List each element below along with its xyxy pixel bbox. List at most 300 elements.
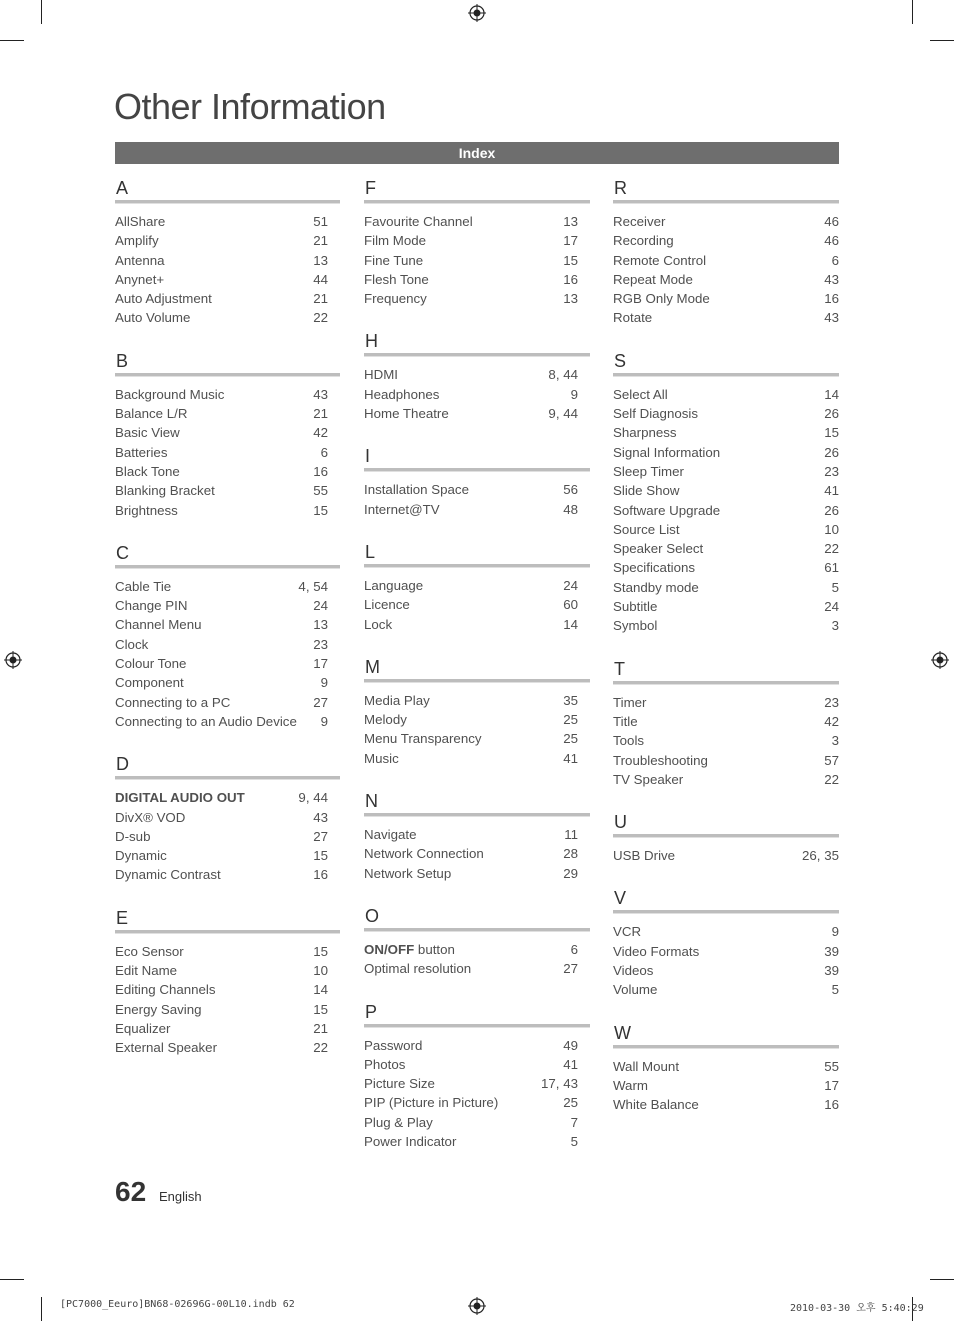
index-term: Colour Tone	[115, 656, 187, 672]
index-page-ref: 16	[563, 271, 578, 287]
index-term: Channel Menu	[115, 617, 202, 633]
index-term: Background Music	[115, 386, 225, 402]
index-page-ref: 16	[313, 463, 328, 479]
index-term: Recording	[613, 233, 674, 249]
index-entry	[613, 404, 839, 423]
index-page-ref: 13	[563, 291, 578, 307]
index-entry	[364, 959, 578, 978]
index-term: Photos	[364, 1056, 406, 1072]
index-term: HDMI	[364, 367, 398, 383]
index-term: Headphones	[364, 386, 440, 402]
section-divider	[364, 813, 590, 817]
index-page-ref: 27	[313, 694, 328, 710]
index-page-ref: 49	[563, 1037, 578, 1053]
index-entry	[613, 385, 839, 404]
section-letter: M	[365, 656, 380, 677]
index-term: DivX® VOD	[115, 809, 186, 825]
section-divider	[115, 565, 340, 569]
index-term: External Speaker	[115, 1040, 217, 1056]
index-page-ref: 44	[313, 271, 328, 287]
index-term: Picture Size	[364, 1076, 435, 1092]
index-entry	[115, 481, 328, 500]
index-term: Plug & Play	[364, 1114, 433, 1130]
index-entry	[115, 827, 328, 846]
footer-timestamp: 2010-03-30 오후 5:40:29	[790, 1303, 924, 1314]
index-page-ref: 35	[563, 692, 578, 708]
section-letter: I	[365, 446, 371, 467]
index-entry	[364, 864, 578, 883]
index-entry	[613, 423, 839, 442]
index-term: Video Formats	[613, 943, 700, 959]
index-page-ref: 21	[313, 406, 328, 422]
index-entry	[115, 942, 328, 961]
index-term: Home Theatre	[364, 406, 449, 422]
index-term: Tools	[613, 733, 645, 749]
index-term: Timer	[613, 694, 647, 710]
index-page-ref: 23	[824, 694, 839, 710]
index-term: Film Mode	[364, 233, 427, 249]
index-term: Specifications	[613, 560, 696, 576]
index-section-d	[115, 752, 328, 884]
index-term: AllShare	[115, 214, 166, 229]
index-term: Source List	[613, 521, 680, 537]
index-heading: Index	[115, 142, 839, 164]
index-entry	[115, 231, 328, 250]
index-page-ref: 5	[831, 579, 839, 595]
crop-mark	[912, 0, 913, 24]
section-divider	[364, 468, 590, 472]
index-term: Music	[364, 750, 399, 766]
index-page-ref: 43	[824, 271, 839, 287]
index-page-ref: 14	[824, 386, 839, 402]
index-entry	[115, 270, 328, 289]
section-letter: F	[365, 178, 376, 198]
language-label: English	[159, 1189, 202, 1204]
section-letter: C	[116, 542, 129, 563]
section-divider	[115, 776, 340, 780]
index-page-ref: 9	[320, 675, 328, 691]
index-entry	[364, 1132, 578, 1151]
index-entry	[364, 844, 578, 863]
index-entry	[115, 577, 328, 596]
crop-mark	[0, 40, 24, 41]
index-page-ref: 6	[831, 252, 839, 268]
index-page-ref: 22	[824, 771, 839, 787]
index-page-ref: 27	[313, 828, 328, 844]
index-page-ref: 22	[824, 541, 839, 557]
index-page-ref: 43	[824, 310, 839, 326]
index-term: Internet@TV	[364, 501, 440, 517]
index-entry	[613, 481, 839, 500]
index-page-ref: 43	[313, 809, 328, 825]
index-entry	[364, 231, 578, 250]
index-term: Amplify	[115, 233, 159, 249]
index-entry	[115, 654, 328, 673]
index-term: Energy Saving	[115, 1001, 202, 1017]
index-entry	[613, 578, 839, 597]
section-divider	[613, 834, 839, 838]
index-term: Change PIN	[115, 598, 188, 614]
index-term: Signal Information	[613, 444, 721, 460]
index-entry	[364, 365, 578, 384]
index-entry	[115, 404, 328, 423]
index-column-3	[613, 176, 839, 1136]
index-section-u	[613, 810, 839, 865]
index-term: Slide Show	[613, 483, 680, 499]
index-page-ref: 11	[564, 827, 578, 843]
index-page-ref: 10	[824, 521, 839, 537]
index-term: Software Upgrade	[613, 502, 721, 518]
index-page-ref: 7	[570, 1114, 578, 1130]
index-section-s	[613, 349, 839, 636]
section-divider	[364, 928, 590, 932]
index-page-ref: 21	[313, 291, 328, 307]
index-term: Flesh Tone	[364, 271, 429, 287]
index-entry	[613, 212, 839, 231]
index-term: D-sub	[115, 828, 151, 844]
index-page-ref: 41	[563, 750, 578, 766]
index-term: Navigate	[364, 827, 417, 843]
index-term: Wall Mount	[613, 1058, 680, 1074]
index-page-ref: 9	[570, 386, 578, 402]
index-entry	[115, 212, 328, 231]
index-entry	[115, 1038, 328, 1057]
index-page-ref: 9	[831, 924, 839, 940]
index-entry	[364, 480, 578, 499]
index-entry	[613, 231, 839, 250]
section-divider	[613, 1045, 839, 1049]
index-entry	[115, 865, 328, 884]
index-term: Cable Tie	[115, 578, 172, 594]
index-entry	[115, 635, 328, 654]
crop-mark	[930, 40, 954, 41]
index-page-ref: 48	[563, 501, 578, 517]
index-entry	[364, 710, 578, 729]
index-term: Auto Volume	[115, 310, 191, 326]
index-term: Password	[364, 1037, 423, 1053]
index-page-ref: 39	[824, 963, 839, 979]
section-letter: S	[614, 350, 627, 371]
index-page-ref: 13	[313, 252, 328, 268]
crop-mark	[41, 0, 42, 24]
index-term: Sharpness	[613, 425, 677, 441]
index-term: Title	[613, 713, 638, 729]
index-page-ref: 24	[824, 599, 839, 615]
index-term: Sleep Timer	[613, 463, 684, 479]
index-page-ref: 3	[831, 733, 839, 749]
index-entry	[364, 212, 578, 231]
index-term: Anynet+	[115, 271, 165, 287]
index-term: Licence	[364, 597, 410, 613]
section-divider	[613, 373, 839, 377]
index-term: Connecting to a PC	[115, 694, 231, 710]
index-page-ref: 5	[570, 1134, 578, 1150]
index-page-ref: 61	[824, 560, 839, 576]
index-term: ON/OFF button	[364, 941, 455, 957]
index-section-b	[115, 349, 328, 520]
index-term: Network Setup	[364, 865, 452, 881]
index-page-ref: 16	[824, 291, 839, 307]
index-page-ref: 42	[313, 425, 328, 441]
section-letter: T	[614, 658, 625, 679]
index-entry	[115, 596, 328, 615]
index-page-ref: 3	[831, 618, 839, 634]
index-entry	[364, 1055, 578, 1074]
index-term: Dynamic	[115, 848, 167, 864]
index-page-ref: 26	[824, 502, 839, 518]
index-entry	[364, 576, 578, 595]
section-letter: E	[116, 907, 129, 928]
index-page-ref: 15	[313, 943, 328, 959]
index-page-ref: 25	[563, 712, 578, 728]
index-column-2	[364, 176, 578, 1172]
index-term: PIP (Picture in Picture)	[364, 1095, 499, 1111]
section-letter: V	[614, 888, 627, 909]
index-term: Troubleshooting	[613, 752, 708, 768]
section-letter: P	[365, 1001, 378, 1022]
index-entry	[115, 808, 328, 827]
index-page-ref: 17	[563, 233, 578, 249]
index-page-ref: 21	[313, 1020, 328, 1036]
index-term: Antenna	[115, 252, 165, 268]
index-section-e	[115, 906, 328, 1058]
index-section-n	[364, 789, 578, 883]
index-entry	[613, 751, 839, 770]
index-page-ref: 57	[824, 752, 839, 768]
index-term: TV Speaker	[613, 771, 684, 787]
index-term: Self Diagnosis	[613, 406, 698, 422]
index-page-ref: 9	[320, 713, 328, 729]
index-page-ref: 41	[563, 1056, 578, 1072]
index-entry	[364, 289, 578, 308]
index-entry	[613, 1076, 839, 1095]
index-section-l	[364, 540, 578, 634]
index-term: Balance L/R	[115, 406, 188, 422]
section-divider	[364, 679, 590, 683]
index-entry	[613, 501, 839, 520]
index-page-ref: 22	[313, 1040, 328, 1056]
index-page-ref: 17, 43	[541, 1076, 578, 1092]
section-divider	[364, 1024, 590, 1028]
index-entry	[613, 270, 839, 289]
index-page-ref: 9, 44	[548, 406, 578, 422]
index-term: Blanking Bracket	[115, 483, 215, 499]
index-page-ref: 17	[313, 656, 328, 672]
index-page-ref: 39	[824, 943, 839, 959]
index-entry	[364, 1113, 578, 1132]
section-divider	[613, 681, 839, 685]
section-letter: W	[614, 1022, 631, 1043]
index-term: Component	[115, 675, 184, 691]
index-page-ref: 60	[563, 597, 578, 613]
index-entry	[115, 443, 328, 462]
index-entry	[364, 749, 578, 768]
index-entry	[364, 940, 578, 959]
section-letter: U	[614, 812, 627, 833]
index-entry	[115, 961, 328, 980]
section-divider	[115, 373, 340, 377]
index-entry	[613, 693, 839, 712]
index-term: Warm	[613, 1077, 648, 1093]
index-term: DIGITAL AUDIO OUT	[115, 790, 245, 806]
index-entry	[364, 595, 578, 614]
index-term: Melody	[364, 712, 407, 728]
section-divider	[364, 353, 590, 357]
index-term: Media Play	[364, 692, 430, 708]
page-number: 62	[115, 1176, 147, 1207]
index-page-ref: 4, 54	[298, 578, 328, 594]
index-section-o	[364, 904, 578, 979]
section-letter: A	[116, 178, 129, 198]
index-page-ref: 26	[824, 444, 839, 460]
index-term: Eco Sensor	[115, 943, 184, 959]
index-page-ref: 26	[824, 406, 839, 422]
index-entry	[364, 500, 578, 519]
index-term: Equalizer	[115, 1020, 171, 1036]
crop-mark	[930, 1279, 954, 1280]
section-letter: O	[365, 905, 380, 926]
index-term: Repeat Mode	[613, 271, 693, 287]
index-entry	[364, 1036, 578, 1055]
index-entry	[613, 251, 839, 270]
index-term: Frequency	[364, 291, 427, 307]
index-page-ref: 46	[824, 233, 839, 249]
registration-mark-icon	[931, 651, 949, 669]
section-letter: D	[116, 754, 129, 775]
index-entry	[613, 539, 839, 558]
index-term: Black Tone	[115, 463, 180, 479]
index-term: Favourite Channel	[364, 214, 473, 229]
index-entry	[613, 443, 839, 462]
index-entry	[613, 846, 839, 865]
registration-mark-icon	[4, 651, 22, 669]
index-term: Volume	[613, 982, 658, 998]
index-entry	[613, 462, 839, 481]
index-page-ref: 15	[563, 252, 578, 268]
index-entry	[613, 308, 839, 327]
index-page-ref: 46	[824, 214, 839, 229]
index-term: Clock	[115, 636, 149, 652]
index-page-ref: 15	[313, 1001, 328, 1017]
index-term: Standby mode	[613, 579, 699, 595]
index-entry	[115, 788, 328, 807]
index-page-ref: 56	[563, 482, 578, 498]
index-entry	[364, 1093, 578, 1112]
index-page-ref: 5	[831, 982, 839, 998]
index-entry	[613, 712, 839, 731]
index-section-c	[115, 541, 328, 731]
index-entry	[115, 423, 328, 442]
index-entry	[115, 1000, 328, 1019]
index-page-ref: 24	[563, 577, 578, 593]
section-letter: L	[365, 541, 376, 562]
index-term: Optimal resolution	[364, 961, 472, 977]
index-term: Select All	[613, 386, 668, 402]
index-section-a	[115, 176, 328, 328]
index-page-ref: 43	[313, 386, 328, 402]
index-entry	[613, 616, 839, 635]
index-section-r	[613, 176, 839, 328]
index-section-v	[613, 886, 839, 999]
index-section-t	[613, 657, 839, 789]
section-divider	[364, 564, 590, 568]
index-page-ref: 23	[824, 463, 839, 479]
index-term: Edit Name	[115, 963, 178, 979]
index-term: Power Indicator	[364, 1134, 457, 1150]
index-entry	[364, 729, 578, 748]
index-section-f	[364, 176, 578, 308]
index-page-ref: 41	[824, 483, 839, 499]
index-term: Connecting to an Audio Device	[115, 713, 297, 729]
index-term: Auto Adjustment	[115, 291, 212, 307]
index-entry	[115, 308, 328, 327]
section-divider	[115, 930, 340, 934]
index-entry	[364, 385, 578, 404]
index-section-w	[613, 1021, 839, 1115]
index-page-ref: 26, 35	[802, 848, 839, 864]
index-entry	[115, 980, 328, 999]
index-term: Subtitle	[613, 599, 658, 615]
index-page-ref: 17	[824, 1077, 839, 1093]
index-page-ref: 21	[313, 233, 328, 249]
index-page-ref: 29	[563, 865, 578, 881]
index-entry	[364, 825, 578, 844]
index-term: Dynamic Contrast	[115, 867, 221, 883]
index-term: Fine Tune	[364, 252, 424, 268]
index-section-p	[364, 1000, 578, 1152]
index-page-ref: 16	[824, 1097, 839, 1113]
index-page-ref: 55	[824, 1058, 839, 1074]
index-page-ref: 6	[320, 444, 328, 460]
index-term: Videos	[613, 963, 654, 979]
index-page-ref: 15	[313, 848, 328, 864]
index-term: White Balance	[613, 1097, 699, 1113]
index-page-ref: 13	[313, 617, 328, 633]
index-page-ref: 6	[570, 941, 578, 957]
registration-mark-icon	[468, 1297, 486, 1315]
index-page-ref: 22	[313, 310, 328, 326]
index-page-ref: 10	[313, 963, 328, 979]
index-section-h	[364, 329, 578, 423]
index-entry	[613, 289, 839, 308]
index-page-ref: 28	[563, 846, 578, 862]
index-page-ref: 14	[313, 982, 328, 998]
index-entry	[115, 289, 328, 308]
index-entry	[613, 961, 839, 980]
registration-mark-icon	[468, 4, 486, 22]
crop-mark	[0, 1279, 24, 1280]
index-page-ref: 13	[563, 214, 578, 229]
index-entry	[115, 462, 328, 481]
index-entry	[613, 922, 839, 941]
index-page-ref: 25	[563, 1095, 578, 1111]
index-page-ref: 55	[313, 483, 328, 499]
index-entry	[613, 770, 839, 789]
index-entry	[613, 731, 839, 750]
index-term: Network Connection	[364, 846, 484, 862]
page-title: Other Information	[114, 86, 386, 127]
crop-mark	[41, 1297, 42, 1321]
index-term: Lock	[364, 616, 393, 632]
index-entry	[115, 1019, 328, 1038]
index-section-i	[364, 444, 578, 519]
index-entry	[364, 1074, 578, 1093]
index-page-ref: 27	[563, 961, 578, 977]
index-term: Language	[364, 577, 424, 593]
index-entry	[115, 615, 328, 634]
section-divider	[364, 200, 590, 204]
section-divider	[613, 910, 839, 914]
